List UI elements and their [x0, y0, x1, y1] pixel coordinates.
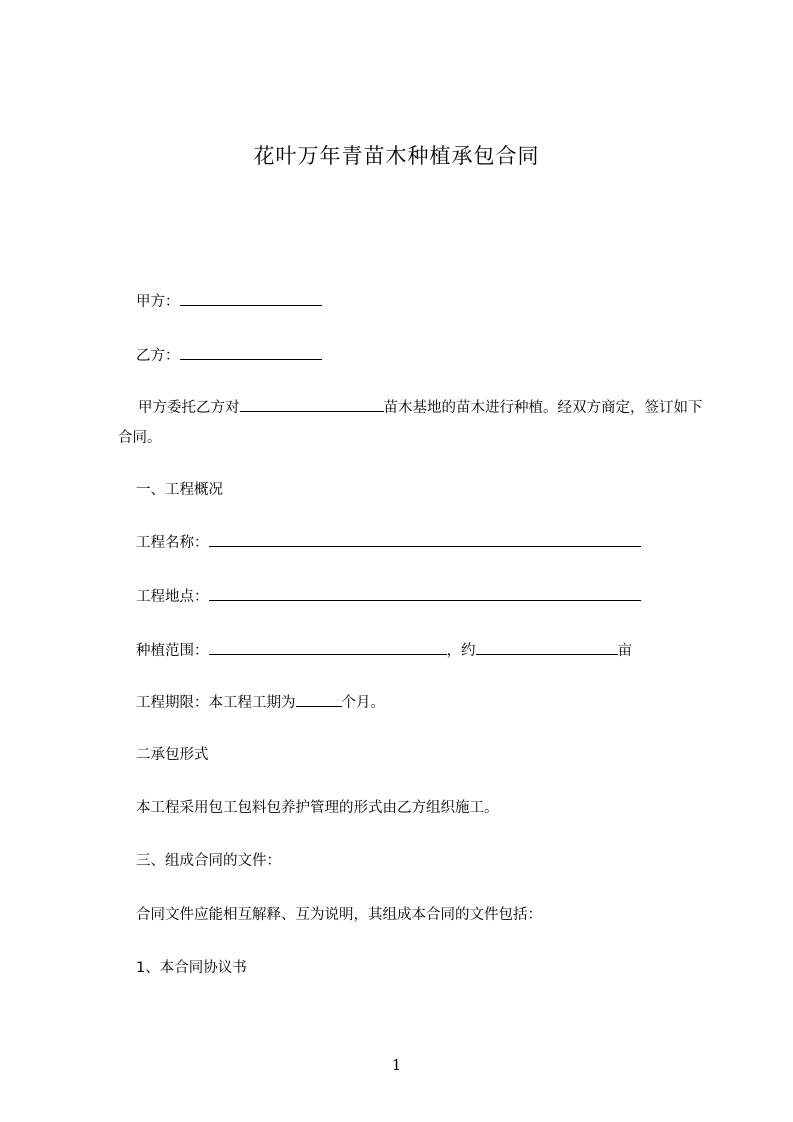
document-title: 花叶万年青苗木种植承包合同 — [253, 144, 540, 168]
section3-heading: 三、组成合同的文件： — [136, 853, 281, 869]
intro-prefix: 甲方委托乙方对 — [138, 400, 240, 416]
party-b-label: 乙方： — [136, 348, 180, 364]
planting-scope-blank — [209, 640, 447, 655]
duration-suffix: 个月。 — [341, 695, 385, 711]
project-name-blank — [209, 532, 641, 547]
project-location-line — [136, 586, 641, 607]
section2-heading: 二承包形式 — [136, 747, 209, 763]
planting-scope-mid: ，约 — [446, 643, 476, 659]
intro-suffix: 苗木基地的苗木进行种植。经双方商定，签订如下合同。 — [118, 400, 703, 446]
planting-scope-line — [136, 640, 632, 661]
project-location-label: 工程地点： — [136, 589, 209, 605]
list-item-1: 1、本合同协议书 — [136, 960, 247, 976]
project-name-line — [136, 532, 641, 553]
intro-paragraph — [118, 393, 708, 453]
project-name-label: 工程名称： — [136, 535, 209, 551]
party-a-blank — [180, 291, 322, 306]
party-a-line — [136, 291, 322, 312]
duration-prefix: 工程期限：本工程工期为 — [136, 695, 296, 711]
intro-blank — [240, 397, 384, 412]
duration-line — [136, 692, 385, 713]
page-number: 1 — [391, 1056, 402, 1074]
project-location-blank — [209, 586, 641, 601]
party-b-blank — [180, 345, 322, 360]
planting-scope-label: 种植范围： — [136, 643, 209, 659]
duration-blank — [296, 692, 342, 707]
section3-text: 合同文件应能相互解释、互为说明，其组成本合同的文件包括： — [136, 907, 542, 923]
planting-scope-unit: 亩 — [617, 643, 632, 659]
party-b-line — [136, 345, 322, 366]
section2-text: 本工程采用包工包料包养护管理的形式由乙方组织施工。 — [136, 800, 499, 816]
party-a-label: 甲方： — [136, 294, 180, 310]
planting-area-blank — [476, 640, 618, 655]
section1-heading: 一、工程概况 — [136, 482, 223, 498]
